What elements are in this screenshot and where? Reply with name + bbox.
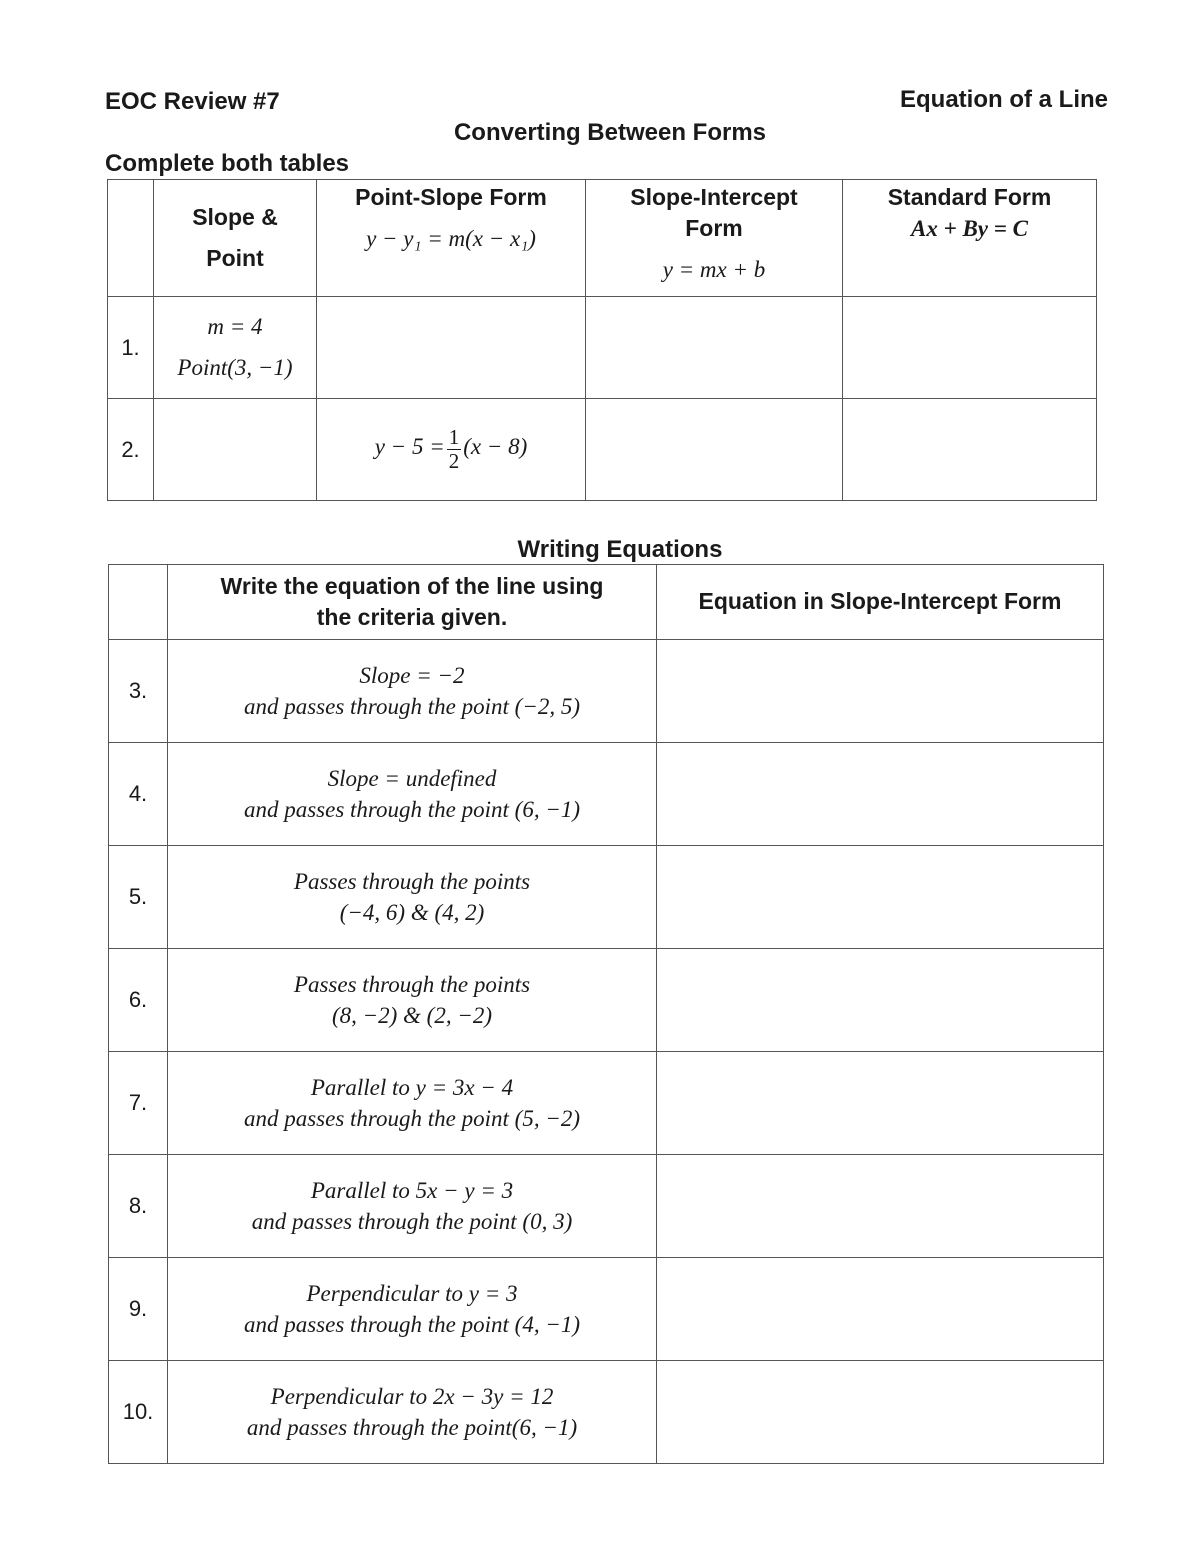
row-number: 8. [109, 1155, 168, 1258]
criteria-line1: Slope = −2 [359, 662, 465, 688]
row-number: 2. [108, 399, 154, 501]
row-number: 1. [108, 297, 154, 399]
header-slope-point [154, 180, 317, 297]
slope-point-cell [154, 297, 317, 399]
answer-cell[interactable] [586, 399, 843, 501]
point-slope-left: y − 5 = [374, 433, 445, 459]
criteria-cell [168, 1155, 657, 1258]
table-row [109, 1361, 1104, 1464]
criteria-line2: and passes through the point(6, −1) [246, 1415, 578, 1440]
header-slope-intercept-formula: y = mx + b [662, 257, 766, 283]
row-number: 9. [109, 1258, 168, 1361]
worksheet-label: EOC Review #7 [105, 88, 280, 115]
header-point-slope-formula: y − y₁ = m(x − x₁) [366, 226, 536, 252]
given-point: Point(3, −1) [177, 354, 293, 380]
answer-cell[interactable] [657, 640, 1104, 743]
criteria-line2: (−4, 6) & (4, 2) [339, 900, 485, 925]
answer-cell[interactable] [843, 399, 1097, 501]
row-number: 7. [109, 1052, 168, 1155]
table2-corner-cell [109, 565, 168, 640]
answer-cell[interactable] [657, 1155, 1104, 1258]
answer-cell[interactable] [586, 297, 843, 399]
header-criteria [168, 565, 657, 640]
criteria-cell [168, 949, 657, 1052]
criteria-line1: Parallel to 5x − y = 3 [310, 1177, 514, 1203]
table-row [108, 399, 1097, 501]
given-slope: m = 4 [207, 314, 263, 340]
header-standard-title: Standard Form [887, 184, 1052, 210]
table-row [109, 640, 1104, 743]
criteria-line2: and passes through the point (0, 3) [251, 1209, 573, 1234]
header-slope-intercept-line2: Form [685, 215, 743, 242]
header-slope-intercept [586, 180, 843, 297]
criteria-cell [168, 640, 657, 743]
header-slope-point-line2: Point [206, 245, 264, 271]
criteria-line1: Perpendicular to 2x − 3y = 12 [270, 1383, 554, 1409]
criteria-line2: and passes through the point (4, −1) [243, 1312, 580, 1337]
table-row [109, 949, 1104, 1052]
header-standard-formula: Ax + By = C [911, 216, 1028, 242]
given-point-slope-cell [317, 399, 586, 501]
instruction: Complete both tables [105, 150, 350, 177]
header-standard-form [843, 180, 1097, 297]
table-row [109, 846, 1104, 949]
criteria-line1: Slope = undefined [327, 765, 497, 791]
criteria-line2: and passes through the point (5, −2) [243, 1106, 580, 1131]
section-title-writing: Writing Equations [517, 536, 723, 563]
criteria-line2: (8, −2) & (2, −2) [331, 1003, 493, 1028]
criteria-cell [168, 846, 657, 949]
fraction-numerator: 1 [448, 424, 460, 449]
answer-cell[interactable] [154, 399, 317, 501]
header-point-slope-title: Point-Slope Form [355, 184, 547, 210]
answer-cell[interactable] [657, 1361, 1104, 1464]
header-slope-intercept-line1: Slope-Intercept [630, 184, 798, 210]
point-slope-right: (x − 8) [463, 433, 528, 459]
answer-cell[interactable] [657, 1052, 1104, 1155]
row-number: 6. [109, 949, 168, 1052]
table-row [109, 1052, 1104, 1155]
criteria-cell [168, 1258, 657, 1361]
answer-cell[interactable] [657, 949, 1104, 1052]
criteria-line1: Passes through the points [293, 868, 531, 894]
row-number: 3. [109, 640, 168, 743]
row-number: 4. [109, 743, 168, 846]
answer-cell[interactable] [843, 297, 1097, 399]
table2-header-row [109, 565, 1104, 640]
table-row [109, 1155, 1104, 1258]
writing-equations-table [108, 564, 1104, 1464]
converting-forms-table [107, 179, 1097, 501]
criteria-line2: and passes through the point (−2, 5) [243, 694, 580, 719]
table-row [109, 743, 1104, 846]
worksheet-topic: Equation of a Line [900, 86, 1108, 113]
table-row [108, 297, 1097, 399]
criteria-cell [168, 1052, 657, 1155]
fraction [447, 426, 462, 473]
row-number: 10. [109, 1361, 168, 1464]
header-point-slope [317, 180, 586, 297]
table1-header-row [108, 180, 1097, 297]
criteria-line2: and passes through the point (6, −1) [243, 797, 580, 822]
criteria-line1: Parallel to y = 3x − 4 [310, 1074, 514, 1100]
fraction-denominator: 2 [448, 449, 460, 473]
header-slope-point-line1: Slope & [192, 203, 278, 230]
table-row [109, 1258, 1104, 1361]
table1-corner-cell [108, 180, 154, 297]
header-criteria-line1: Write the equation of the line using [220, 572, 604, 599]
section-title-converting: Converting Between Forms [453, 119, 767, 146]
answer-cell[interactable] [657, 1258, 1104, 1361]
criteria-cell [168, 1361, 657, 1464]
criteria-cell [168, 743, 657, 846]
header-equation: Equation in Slope-Intercept Form [657, 565, 1104, 640]
row-number: 5. [109, 846, 168, 949]
answer-cell[interactable] [317, 297, 586, 399]
answer-cell[interactable] [657, 846, 1104, 949]
criteria-line1: Passes through the points [293, 971, 531, 997]
answer-cell[interactable] [657, 743, 1104, 846]
header-criteria-line2: the criteria given. [316, 604, 508, 630]
criteria-line1: Perpendicular to y = 3 [306, 1280, 518, 1306]
